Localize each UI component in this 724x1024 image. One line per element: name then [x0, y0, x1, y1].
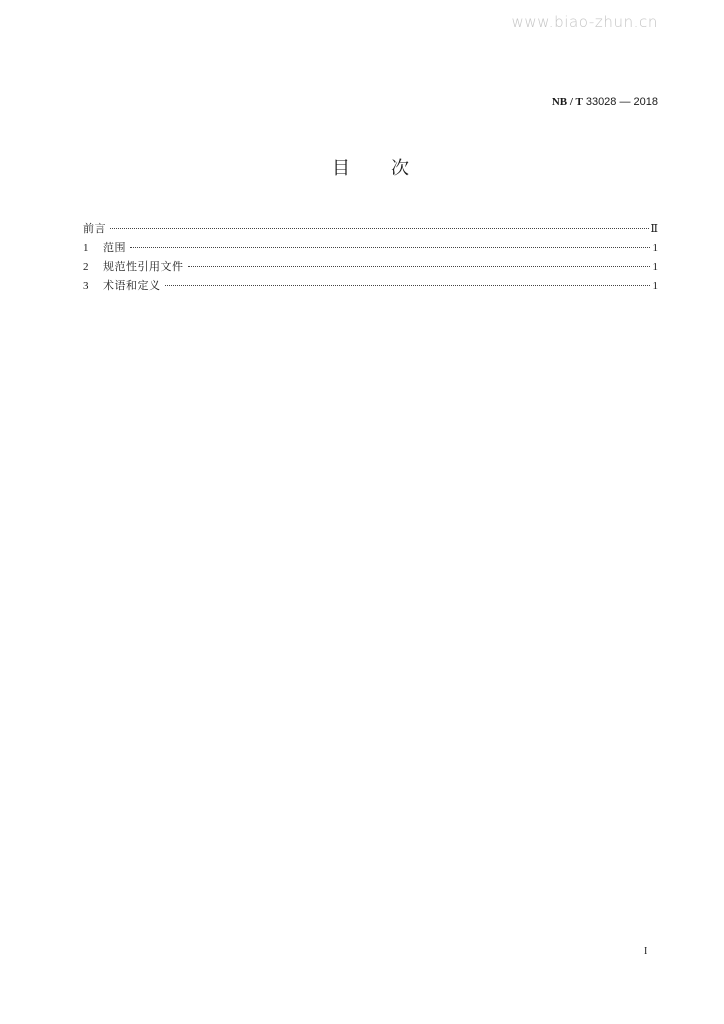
- toc-dot-leader: [110, 228, 649, 229]
- toc-entry-page: 1: [652, 280, 658, 292]
- watermark-text: www.biao-zhun.cn: [511, 13, 658, 31]
- toc-entry-page: Ⅱ: [650, 223, 658, 235]
- toc-entry-page: 1: [652, 242, 658, 254]
- page-number: I: [644, 946, 648, 957]
- toc-entry-page: 1: [652, 261, 658, 273]
- toc-entry-label: 前言: [83, 223, 106, 235]
- toc-entry-terms-definitions: [83, 277, 658, 296]
- toc-entry-label: 范围: [103, 242, 126, 254]
- toc-entry-scope: [83, 239, 658, 258]
- toc-entry-label: 术语和定义: [103, 280, 161, 292]
- toc-entry-number: 2: [83, 261, 89, 273]
- toc-entry-label: 规范性引用文件: [103, 261, 184, 273]
- toc-dot-leader: [165, 285, 651, 286]
- toc-title-char-1: 目: [332, 158, 350, 179]
- standard-prefix: NB / T: [551, 96, 583, 108]
- toc-title-char-2: 次: [391, 158, 409, 179]
- standard-code: [552, 96, 658, 108]
- toc-entry-number: 3: [83, 280, 89, 292]
- toc-dot-leader: [188, 266, 651, 267]
- toc-dot-leader: [130, 247, 650, 248]
- toc-entry-number: 1: [83, 242, 89, 254]
- toc-entry-normative-references: [83, 258, 658, 277]
- standard-number: 33028 — 2018: [585, 96, 658, 108]
- toc-entry-foreword: [83, 220, 658, 239]
- table-of-contents: [83, 220, 658, 296]
